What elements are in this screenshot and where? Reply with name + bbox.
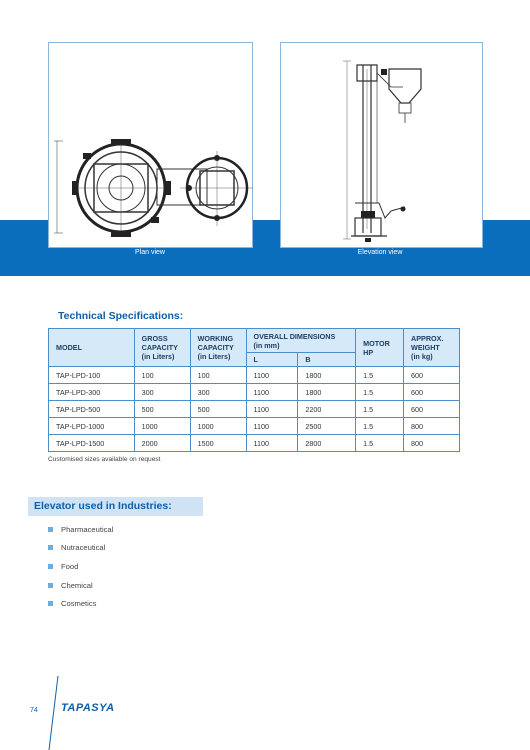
industry-label: Pharmaceutical (61, 524, 114, 534)
cell-working: 500 (190, 401, 246, 418)
table-row (49, 401, 460, 418)
cell-working: 1000 (190, 418, 246, 435)
industries-title: Elevator used in Industries: (34, 500, 172, 512)
cell-weight: 600 (404, 384, 460, 401)
cell-gross: 500 (134, 401, 190, 418)
cell-breadth: 1800 (298, 384, 356, 401)
list-item (48, 594, 113, 613)
cell-motor: 1.5 (356, 367, 404, 384)
cell-length: 1100 (246, 384, 298, 401)
cell-length: 1100 (246, 367, 298, 384)
industry-label: Nutraceutical (61, 543, 106, 553)
plan-view-caption: Plan view (135, 249, 165, 256)
cell-gross: 300 (134, 384, 190, 401)
cell-length: 1100 (246, 401, 298, 418)
spec-section-title: Technical Specifications: (58, 310, 184, 322)
plan-view-drawing (48, 42, 253, 248)
cell-length: 1100 (246, 435, 298, 452)
cell-working: 100 (190, 367, 246, 384)
brand-logo: TAPASYA (61, 702, 115, 714)
cell-model: TAP-LPD-100 (49, 367, 135, 384)
cell-breadth: 2200 (298, 401, 356, 418)
header-gross-capacity: GROSS CAPACITY (in Liters) (134, 329, 190, 367)
header-model: MODEL (49, 329, 135, 367)
header-motor-hp: MOTOR HP (356, 329, 404, 367)
list-item (48, 576, 113, 595)
cell-model: TAP-LPD-1000 (49, 418, 135, 435)
table-row (49, 418, 460, 435)
list-item (48, 557, 113, 576)
cell-working: 1500 (190, 435, 246, 452)
cell-breadth: 2800 (298, 435, 356, 452)
elevation-view-caption: Elevation view (357, 249, 403, 256)
cell-motor: 1.5 (356, 401, 404, 418)
cell-weight: 800 (404, 418, 460, 435)
table-row (49, 435, 460, 452)
cell-weight: 600 (404, 367, 460, 384)
cell-model: TAP-LPD-1500 (49, 435, 135, 452)
cell-gross: 1000 (134, 418, 190, 435)
cell-model: TAP-LPD-500 (49, 401, 135, 418)
bullet-square-icon (48, 583, 53, 588)
table-row (49, 367, 460, 384)
page-number: 74 (30, 707, 38, 714)
elevation-view-drawing (280, 42, 483, 248)
header-dim-b: B (298, 353, 356, 367)
industry-label: Cosmetics (61, 599, 97, 609)
cell-weight: 800 (404, 435, 460, 452)
cell-breadth: 1800 (298, 367, 356, 384)
cell-gross: 2000 (134, 435, 190, 452)
header-working-capacity: WORKING CAPACITY (in Liters) (190, 329, 246, 367)
customisation-note: Customised sizes available on request (48, 456, 161, 463)
cell-length: 1100 (246, 418, 298, 435)
cell-working: 300 (190, 384, 246, 401)
header-overall-dimensions: OVERALL DIMENSIONS (in mm) (246, 329, 356, 353)
header-approx-weight: APPROX. WEIGHT (in kg) (404, 329, 460, 367)
bullet-square-icon (48, 601, 53, 606)
cell-motor: 1.5 (356, 418, 404, 435)
bullet-square-icon (48, 564, 53, 569)
cell-gross: 100 (134, 367, 190, 384)
industry-label: Chemical (61, 580, 93, 590)
cell-motor: 1.5 (356, 384, 404, 401)
cell-breadth: 2500 (298, 418, 356, 435)
footer-divider-line (48, 676, 60, 750)
spec-table (48, 328, 460, 452)
header-dim-l: L (246, 353, 298, 367)
industries-list (48, 520, 113, 613)
cell-weight: 600 (404, 401, 460, 418)
cell-motor: 1.5 (356, 435, 404, 452)
list-item (48, 539, 113, 558)
table-row (49, 384, 460, 401)
list-item (48, 520, 113, 539)
cell-model: TAP-LPD-300 (49, 384, 135, 401)
bullet-square-icon (48, 545, 53, 550)
industry-label: Food (61, 561, 79, 571)
bullet-square-icon (48, 527, 53, 532)
